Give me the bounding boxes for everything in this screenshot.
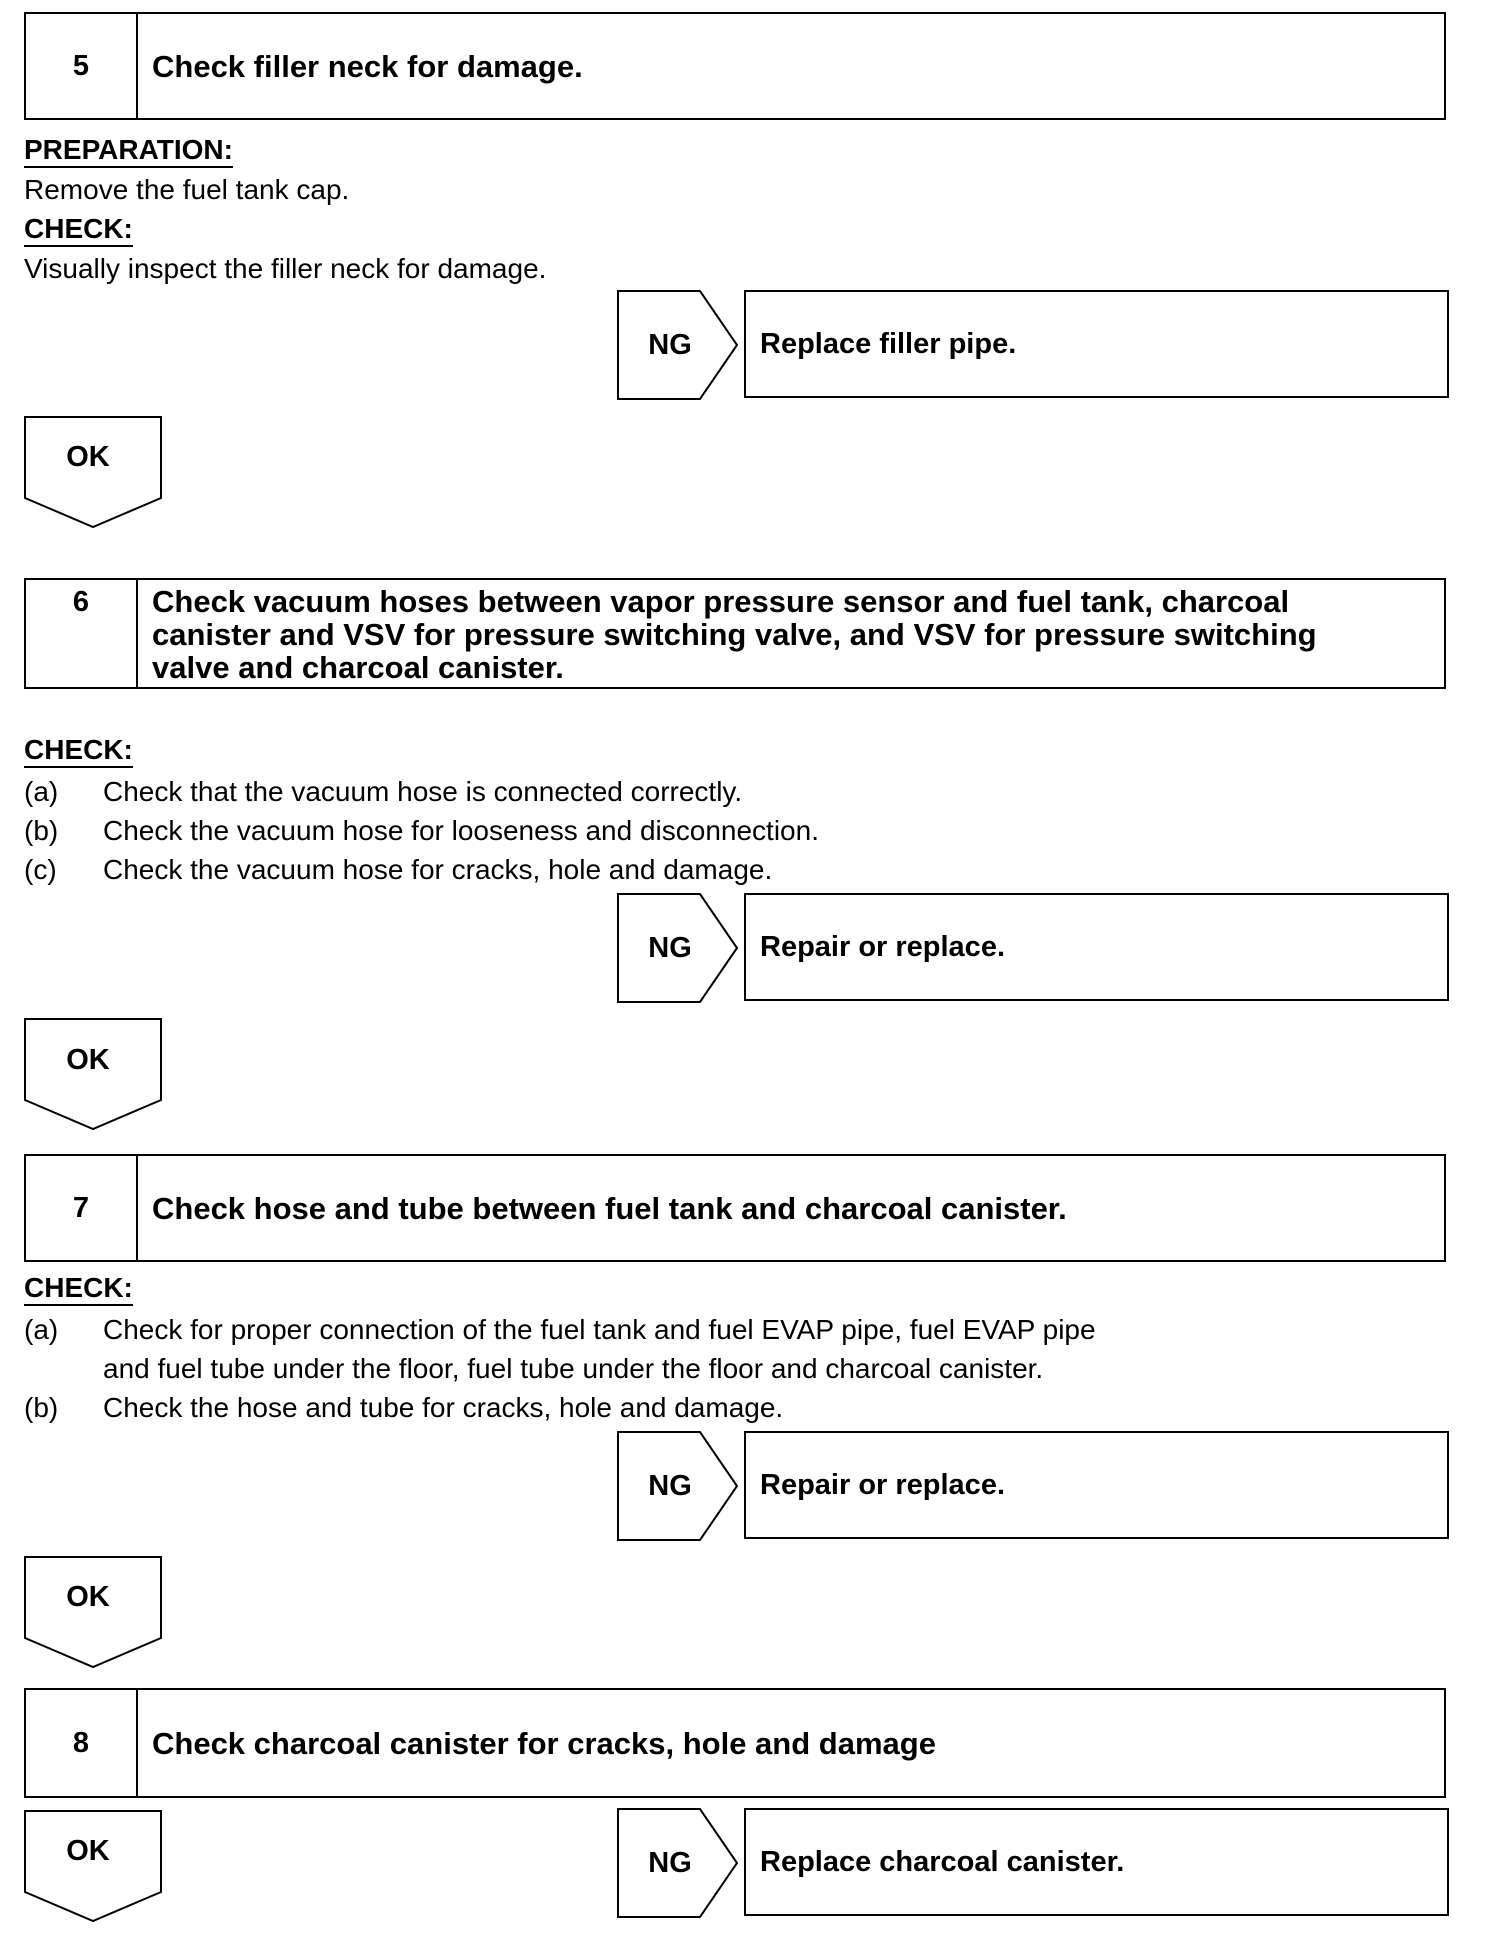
step-6-ng-result: Repair or replace. [760,930,1005,963]
step-7-ng-result-box [744,1431,1449,1539]
step-8-ng-result: Replace charcoal canister. [760,1845,1125,1878]
step-7-number: 7 [26,1156,138,1260]
step-6-item-b-marker: (b) [24,815,59,846]
step-5-check-label: CHECK: [24,213,133,247]
step-5-ng-result-box [744,290,1449,398]
step-5-ng-label: NG [648,329,692,361]
step-6-item-b [24,811,819,850]
step-8-ng-label: NG [648,1847,692,1879]
step-6-item-c-marker: (c) [24,854,57,885]
step-5-check-text: Visually inspect the filler neck for damage. [24,253,547,284]
step-6-title-line-3: valve and charcoal canister. [152,650,564,685]
step-7-item-a-marker: (a) [24,1314,59,1345]
step-6-ok-label: OK [66,1044,110,1076]
step-7-item-b [24,1388,783,1427]
step-7-ng-label: NG [648,1470,692,1502]
step-7-title: Check hose and tube between fuel tank and charcoal canister. [152,1191,1067,1226]
step-8-ok-label: OK [66,1835,110,1867]
step-6-title-line-2: canister and VSV for pressure switching valve, and VSV for pressure switching [152,617,1317,652]
step-7-item-b-marker: (b) [24,1392,59,1423]
step-7-item-b-text: Check the hose and tube for cracks, hole and damage. [103,1392,784,1423]
step-6-ng-label: NG [648,932,692,964]
step-5-ng-result: Replace filler pipe. [760,327,1017,360]
step-8-ng-result-box [744,1808,1449,1916]
step-7-ok-label: OK [66,1581,110,1613]
step-6-number: 6 [26,580,138,687]
step-6-title-line-1: Check vacuum hoses between vapor pressure sensor and fuel tank, charcoal [152,584,1290,619]
step-8-title: Check charcoal canister for cracks, hole and damage [152,1726,936,1761]
step-8-header [24,1688,1446,1798]
step-8-number: 8 [26,1690,138,1796]
step-5-preparation-label: PREPARATION: [24,134,233,168]
step-6-item-b-text: Check the vacuum hose for looseness and disconnection. [103,815,819,846]
step-5-title: Check filler neck for damage. [152,49,583,84]
step-5-header [24,12,1446,120]
step-5-number: 5 [26,14,138,118]
step-7-header [24,1154,1446,1262]
step-6-title [152,585,1424,684]
step-7-item-a-line-1: Check for proper connection of the fuel tank and fuel EVAP pipe, fuel EVAP pipe [103,1314,1096,1345]
step-5-ok-label: OK [66,441,110,473]
step-7-ng-result: Repair or replace. [760,1468,1005,1501]
step-6-item-a-marker: (a) [24,776,59,807]
step-7-check-label: CHECK: [24,1272,133,1306]
step-6-item-a-text: Check that the vacuum hose is connected correctly. [103,776,743,807]
step-6-item-c-text: Check the vacuum hose for cracks, hole and damage. [103,854,773,885]
step-7-item-a-line-2: and fuel tube under the floor, fuel tube under the floor and charcoal canister. [103,1353,1044,1384]
step-7-item-a [24,1310,1096,1388]
step-6-item-c [24,850,772,889]
step-6-check-label: CHECK: [24,734,133,768]
step-6-ng-result-box [744,893,1449,1001]
step-6-item-a [24,772,742,811]
step-5-preparation-text: Remove the fuel tank cap. [24,174,350,205]
step-6-header [24,578,1446,689]
